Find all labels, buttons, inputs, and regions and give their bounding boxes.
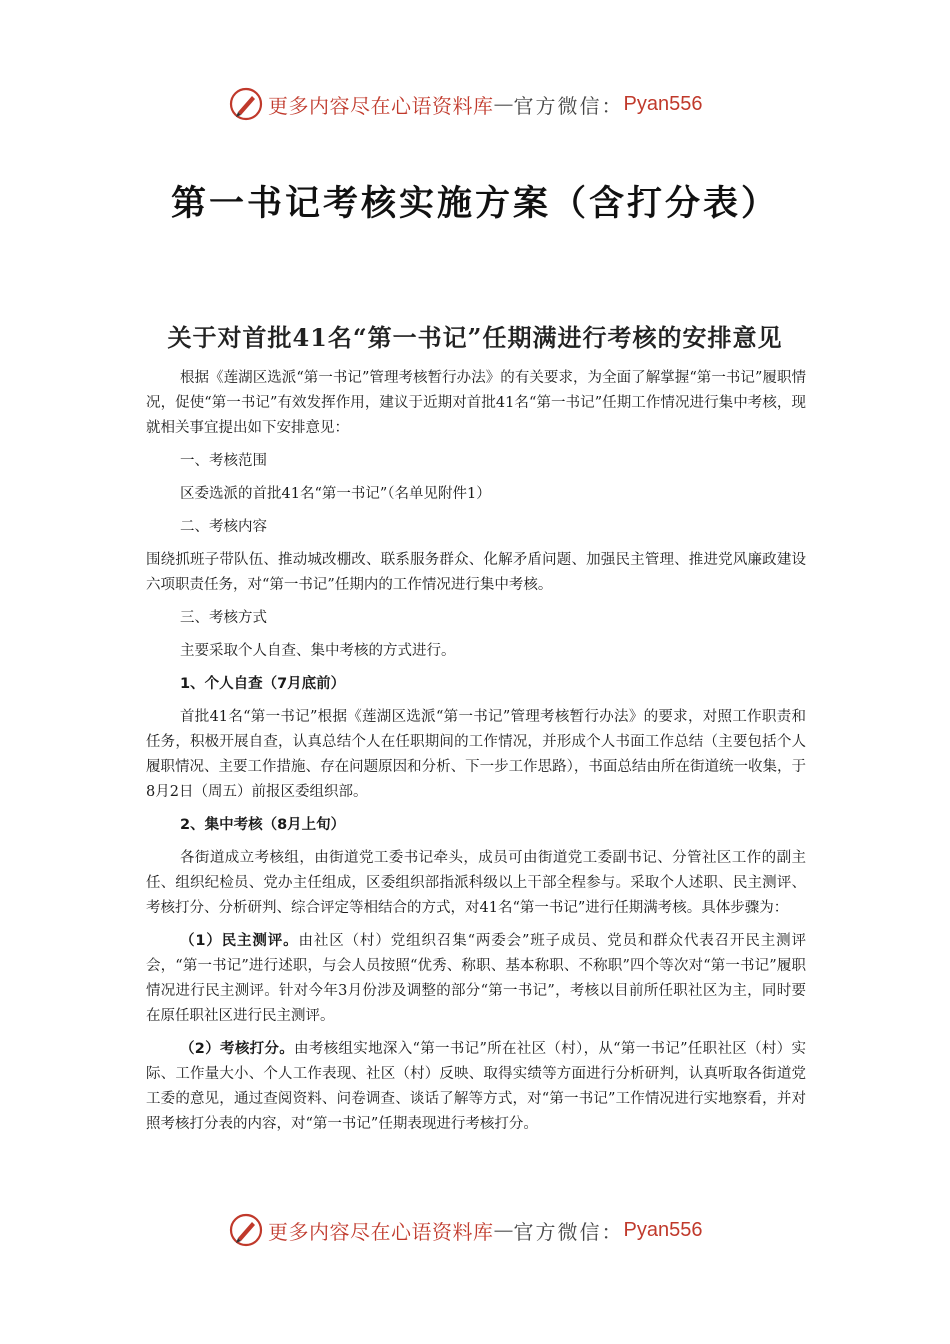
step1-text: 由社区（村）党组织召集“两委会”班子成员、党员和群众代表召开民主测评会，“第一书记”进行述职，与会人员按照“优秀、称职、基本称职、不称职”四个等次对“第一书记”履职情况进行民主测评。针对今年3月份涉及调整的部分“第一书记”，考核以目前所任职社区为主，同时要在原任职社区进行民主测评。 xyxy=(146,933,806,1024)
pen-circle-icon xyxy=(228,86,264,122)
watermark-wechat-label: 官方微信： xyxy=(513,93,624,118)
sub1-text: 首批41名“第一书记”根据《莲湖区选派“第一书记”管理考核暂行办法》的要求，对照工作职责和任务，积极开展自查，认真总结个人在任职期间的工作情况，并形成个人书面工作总结（主要包括个人履职情况、主要工作措施、存在问题原因和分析、下一步工作思路），书面总结由所在街道统一收集，于8月2日（周五）前报区委组织部。 xyxy=(146,709,806,800)
section2-heading: 二、考核内容 xyxy=(180,519,267,535)
watermark-header xyxy=(228,86,728,122)
sub1-heading: 1、个人自查（7月底前） xyxy=(180,676,346,692)
step2-text: 由考核组实地深入“第一书记”所在社区（村），从“第一书记”任职社区（村）实际、工作量大小、个人工作表现、社区（村）反映、取得实绩等方面进行分析研判，认真听取各街道党工委的意见，通过查阅资料、问卷调查、谈话了解等方式，对“第一书记”工作情况进行实地察看，并对照考核打分表的内容，对“第一书记”任期表现进行考核打分。 xyxy=(146,1041,806,1132)
step1-paragraph xyxy=(146,929,806,1029)
watermark-wechat-label: 官方微信： xyxy=(513,1219,624,1244)
section3-text: 主要采取个人自查、集中考核的方式进行。 xyxy=(180,643,456,659)
sub2-text: 各街道成立考核组，由街道党工委书记牵头，成员可由街道党工委副书记、分管社区工作的副主任、组织纪检员、党办主任组成，区委组织部指派科级以上干部全程参与。采取个人述职、民主测评、考核打分、分析研判、综合评定等相结合的方式，对41名“第一书记”进行任期满考核。具体步骤为： xyxy=(146,850,806,916)
step2-paragraph xyxy=(146,1037,806,1137)
step2-lead: （2）考核打分。 xyxy=(180,1041,295,1057)
watermark-separator: — xyxy=(493,1218,514,1242)
document-subtitle: 关于对首批41名“第一书记”任期满进行考核的安排意见 xyxy=(167,323,783,352)
watermark-separator: — xyxy=(493,92,514,116)
intro-paragraph: 根据《莲湖区选派“第一书记”管理考核暂行办法》的有关要求，为全面了解掌握“第一书记”履职情况，促使“第一书记”有效发挥作用，建议于近期对首批41名“第一书记”任期工作情况进行集中考核，现就相关事宜提出如下安排意见： xyxy=(146,370,806,436)
section1-heading: 一、考核范围 xyxy=(180,453,267,469)
section2-text: 围绕抓班子带队伍、推动城改棚改、联系服务群众、化解矛盾问题、加强民主管理、推进党风廉政建设六项职责任务，对“第一书记”任期内的工作情况进行集中考核。 xyxy=(146,552,806,593)
section1-text: 区委选派的首批41名“第一书记”（名单见附件1） xyxy=(180,486,491,502)
watermark-wechat-id: Pyan556 xyxy=(623,1218,703,1241)
step1-lead: （1）民主测评。 xyxy=(180,933,299,949)
document-body xyxy=(146,366,806,1145)
sub2-heading: 2、集中考核（8月上旬） xyxy=(180,817,346,833)
watermark-wechat-id: Pyan556 xyxy=(623,92,703,115)
watermark-footer xyxy=(228,1212,728,1248)
pen-circle-icon xyxy=(228,1212,264,1248)
watermark-brand: 更多内容尽在心语资料库 xyxy=(268,93,494,118)
section3-heading: 三、考核方式 xyxy=(180,610,267,626)
watermark-brand: 更多内容尽在心语资料库 xyxy=(268,1219,494,1244)
document-title: 第一书记考核实施方案（含打分表） xyxy=(170,184,779,224)
